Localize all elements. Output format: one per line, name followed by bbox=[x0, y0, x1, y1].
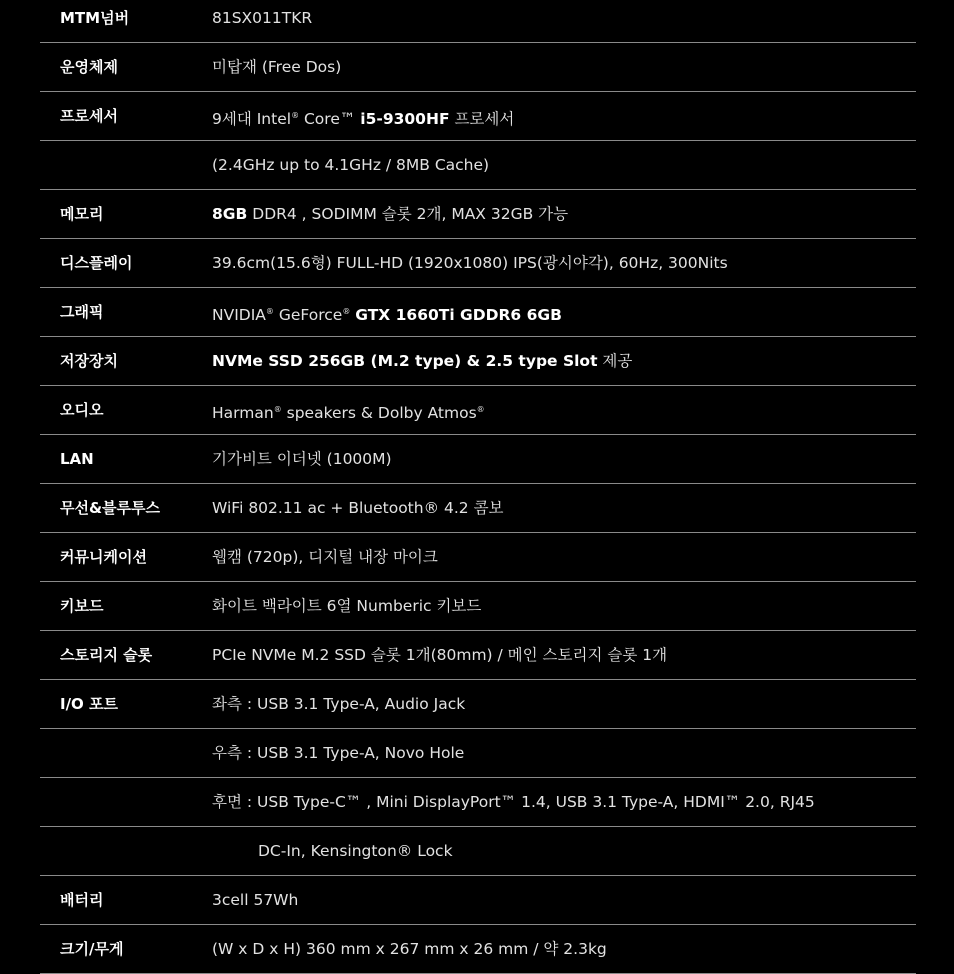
spec-value-text: 3cell 57Wh bbox=[212, 891, 299, 909]
spec-label: LAN bbox=[60, 450, 94, 468]
spec-value bbox=[212, 239, 728, 287]
spec-value bbox=[212, 533, 438, 581]
spec-value-text: 8GB bbox=[212, 205, 248, 223]
spec-value-text: 미탑재 (Free Dos) bbox=[212, 58, 342, 76]
spec-label: 키보드 bbox=[60, 597, 104, 615]
spec-value-text: 후면 : USB Type-C™ , Mini DisplayPort™ 1.4, USB 3.1 Type-A, HDMI™ 2.0, RJ45 bbox=[212, 793, 815, 811]
spec-row bbox=[40, 778, 916, 827]
spec-value bbox=[212, 582, 481, 630]
spec-value bbox=[212, 92, 514, 140]
spec-value-text: (2.4GHz up to 4.1GHz / 8MB Cache) bbox=[212, 156, 490, 174]
spec-label: 디스플레이 bbox=[60, 254, 133, 272]
spec-row bbox=[40, 92, 916, 141]
spec-value-text: NVMe SSD 256GB (M.2 type) & 2.5 type Slot bbox=[212, 352, 598, 370]
trademark-mark: ® bbox=[291, 111, 300, 120]
spec-row bbox=[40, 386, 916, 435]
spec-label: 스토리지 슬롯 bbox=[60, 646, 153, 664]
spec-value bbox=[212, 925, 607, 973]
spec-label: 무선&블루투스 bbox=[60, 499, 161, 517]
spec-row bbox=[40, 582, 916, 631]
spec-row bbox=[40, 0, 916, 43]
spec-value-text: NVIDIA bbox=[212, 306, 266, 324]
spec-value bbox=[212, 876, 298, 924]
spec-row bbox=[40, 141, 916, 190]
trademark-mark: ® bbox=[342, 307, 351, 316]
spec-value bbox=[212, 190, 568, 238]
spec-value-text: i5-9300HF bbox=[360, 110, 450, 128]
spec-value bbox=[212, 288, 562, 336]
spec-label: 오디오 bbox=[60, 401, 104, 419]
spec-value-text: 화이트 백라이트 6열 Numberic 키보드 bbox=[212, 597, 482, 615]
spec-value-text: (W x D x H) 360 mm x 267 mm x 26 mm / 약 2.3kg bbox=[212, 940, 607, 958]
spec-value-text: Harman bbox=[212, 404, 274, 422]
spec-value-text: DDR4 , SODIMM 슬롯 2개, MAX 32GB 가능 bbox=[247, 205, 569, 223]
spec-value bbox=[212, 729, 464, 777]
spec-value bbox=[258, 827, 453, 875]
spec-value-text: 좌측 : USB 3.1 Type-A, Audio Jack bbox=[212, 695, 466, 713]
spec-value-text: 우측 : USB 3.1 Type-A, Novo Hole bbox=[212, 744, 465, 762]
spec-label: 그래픽 bbox=[60, 303, 104, 321]
spec-value bbox=[212, 386, 485, 434]
spec-value-text: Core™ bbox=[299, 110, 361, 128]
spec-row bbox=[40, 435, 916, 484]
spec-row bbox=[40, 631, 916, 680]
spec-row bbox=[40, 43, 916, 92]
spec-value-text: GTX 1660Ti GDDR6 6GB bbox=[355, 306, 562, 324]
spec-value-text: 프로세서 bbox=[449, 110, 515, 128]
trademark-mark: ® bbox=[273, 405, 282, 414]
spec-value bbox=[212, 631, 667, 679]
spec-table bbox=[40, 0, 916, 974]
spec-value-text: 81SX011TKR bbox=[212, 9, 313, 27]
spec-value bbox=[212, 43, 341, 91]
spec-value bbox=[212, 337, 632, 385]
spec-value-text: WiFi 802.11 ac + Bluetooth® 4.2 콤보 bbox=[212, 499, 504, 517]
spec-row bbox=[40, 729, 916, 778]
trademark-mark: ® bbox=[476, 405, 485, 414]
spec-label: 프로세서 bbox=[60, 107, 118, 125]
spec-row bbox=[40, 876, 916, 925]
spec-value bbox=[212, 778, 815, 826]
spec-label: 크기/무게 bbox=[60, 940, 124, 958]
spec-row bbox=[40, 484, 916, 533]
spec-label: 운영체제 bbox=[60, 58, 118, 76]
spec-value-text: DC-In, Kensington® Lock bbox=[258, 842, 453, 860]
spec-value bbox=[212, 484, 504, 532]
spec-row bbox=[40, 288, 916, 337]
spec-value bbox=[212, 0, 312, 42]
trademark-mark: ® bbox=[265, 307, 274, 316]
spec-row bbox=[40, 239, 916, 288]
spec-value-text: 기가비트 이더넷 (1000M) bbox=[212, 450, 392, 468]
spec-value bbox=[212, 680, 465, 728]
spec-value-text: 9세대 Intel bbox=[212, 110, 292, 128]
spec-row bbox=[40, 190, 916, 239]
spec-label: I/O 포트 bbox=[60, 695, 119, 713]
spec-label: 커뮤니케이션 bbox=[60, 548, 147, 566]
spec-label: 배터리 bbox=[60, 891, 104, 909]
spec-label: MTM넘버 bbox=[60, 9, 130, 27]
spec-value bbox=[212, 141, 489, 189]
spec-value-text: GeForce bbox=[273, 306, 343, 324]
spec-row bbox=[40, 925, 916, 974]
spec-row bbox=[40, 680, 916, 729]
spec-value-text: 제공 bbox=[597, 352, 633, 370]
spec-label: 저장장치 bbox=[60, 352, 118, 370]
spec-value-text: PCIe NVMe M.2 SSD 슬롯 1개(80mm) / 메인 스토리지 슬롯 1개 bbox=[212, 646, 668, 664]
spec-row bbox=[40, 533, 916, 582]
spec-value-text: 웹캠 (720p), 디지털 내장 마이크 bbox=[212, 548, 438, 566]
spec-value-text: 39.6cm(15.6형) FULL-HD (1920x1080) IPS(광시야각), 60Hz, 300Nits bbox=[212, 254, 728, 272]
spec-value-text: speakers & Dolby Atmos bbox=[281, 404, 477, 422]
spec-row bbox=[40, 827, 916, 876]
spec-row bbox=[40, 337, 916, 386]
spec-label: 메모리 bbox=[60, 205, 104, 223]
spec-value bbox=[212, 435, 392, 483]
